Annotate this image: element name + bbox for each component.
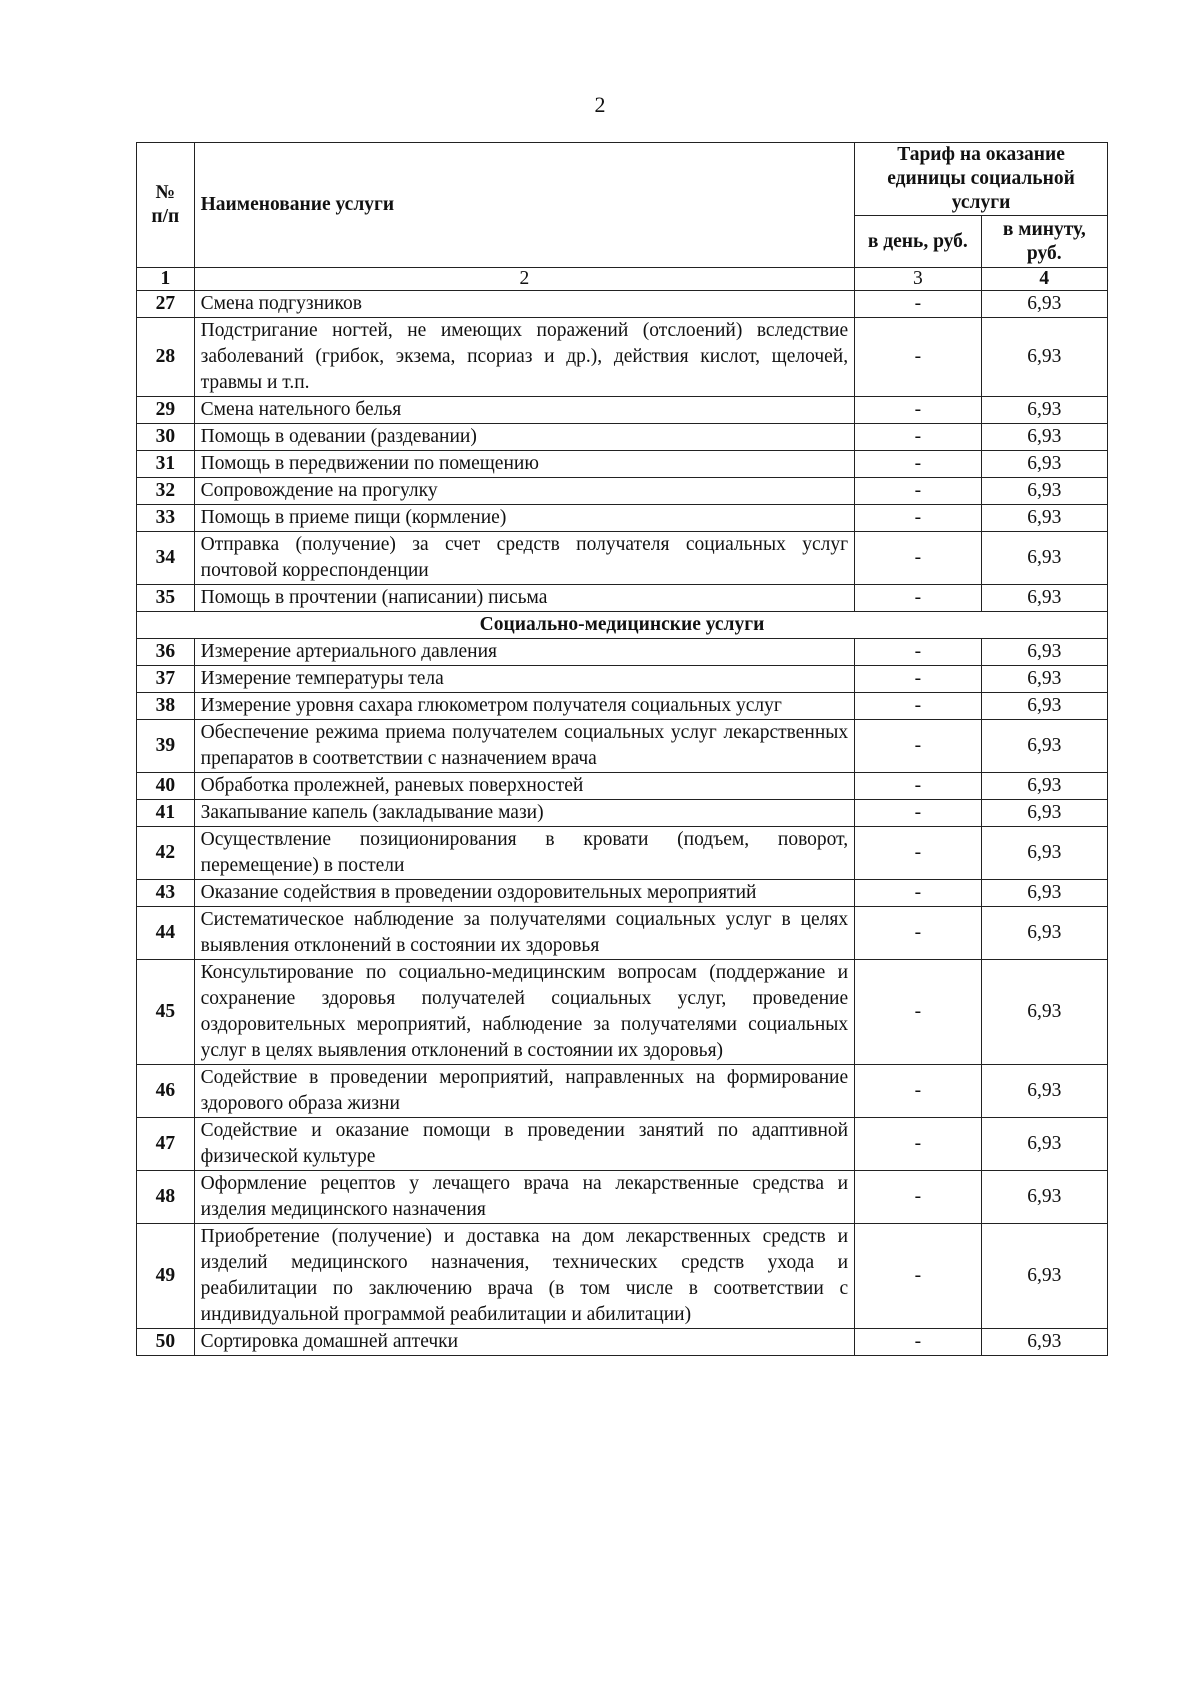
tariff-per-day: - [855,532,981,585]
tariff-per-day: - [855,478,981,505]
service-name: Обработка пролежней, раневых поверхностей [194,773,854,800]
section-social-medical [137,612,1108,639]
row-number: 42 [137,827,195,880]
tariff-per-day: - [855,585,981,612]
row-number: 34 [137,532,195,585]
row-number: 31 [137,451,195,478]
column-index: 2 [194,268,854,291]
tariff-per-minute: 6,93 [981,1065,1107,1118]
tariff-per-day: - [855,666,981,693]
table-row [137,585,1108,612]
service-name: Сортировка домашней аптечки [194,1329,854,1356]
service-name: Оформление рецептов у лечащего врача на лекарственные средства и изделия медицинского назначения [194,1171,854,1224]
table-row [137,827,1108,880]
tariff-per-day: - [855,773,981,800]
tariff-per-day: - [855,720,981,773]
tariff-per-minute: 6,93 [981,639,1107,666]
tariff-per-day: - [855,827,981,880]
table-row [137,532,1108,585]
row-number: 39 [137,720,195,773]
table-row [137,880,1108,907]
table-row [137,478,1108,505]
table-row [137,693,1108,720]
tariff-per-day: - [855,960,981,1065]
service-name: Подстригание ногтей, не имеющих поражений (отслоений) вследствие заболеваний (грибок, экзема, псориаз и др.), действия кислот, щелочей, травмы и т.п. [194,318,854,397]
table-row [137,291,1108,318]
table-header [137,143,1108,291]
tariff-per-minute: 6,93 [981,451,1107,478]
table-row [137,451,1108,478]
tariff-per-day: - [855,907,981,960]
tariff-per-day: - [855,639,981,666]
row-number: 37 [137,666,195,693]
row-number: 44 [137,907,195,960]
header-per-day: в день, руб. [855,216,981,268]
column-index: 1 [137,268,195,291]
tariff-per-day: - [855,1329,981,1356]
service-name: Смена подгузников [194,291,854,318]
tariff-per-minute: 6,93 [981,827,1107,880]
tariff-per-minute: 6,93 [981,291,1107,318]
tariff-per-minute: 6,93 [981,424,1107,451]
service-name: Измерение уровня сахара глюкометром получателя социальных услуг [194,693,854,720]
header-num: № п/п [137,143,195,268]
tariff-per-day: - [855,800,981,827]
row-number: 50 [137,1329,195,1356]
tariff-per-minute: 6,93 [981,585,1107,612]
service-name: Измерение артериального давления [194,639,854,666]
service-rows-personal [137,291,1108,612]
tariff-per-day: - [855,1224,981,1329]
service-name: Помощь в передвижении по помещению [194,451,854,478]
tariff-per-minute: 6,93 [981,693,1107,720]
tariff-per-minute: 6,93 [981,532,1107,585]
tariff-per-minute: 6,93 [981,907,1107,960]
service-name: Оказание содействия в проведении оздоровительных мероприятий [194,880,854,907]
service-name: Консультирование по социально-медицинским вопросам (поддержание и сохранение здоровья получателей социальных услуг, проведение оздоровительных мероприятий, наблюдение за получателями социальных услуг в целях выявления отклонений в состоянии их здоровья) [194,960,854,1065]
table-row [137,424,1108,451]
tariff-per-minute: 6,93 [981,1329,1107,1356]
header-name: Наименование услуги [194,143,854,268]
row-number: 32 [137,478,195,505]
tariff-per-day: - [855,318,981,397]
tariff-per-day: - [855,291,981,318]
row-number: 46 [137,1065,195,1118]
table-row [137,907,1108,960]
row-number: 40 [137,773,195,800]
service-rows-medical [137,639,1108,1356]
row-number: 28 [137,318,195,397]
tariff-per-minute: 6,93 [981,800,1107,827]
service-name: Обеспечение режима приема получателем социальных услуг лекарственных препаратов в соответствии с назначением врача [194,720,854,773]
row-number: 35 [137,585,195,612]
service-name: Помощь в прочтении (написании) письма [194,585,854,612]
service-name: Систематическое наблюдение за получателями социальных услуг в целях выявления отклонений в состоянии их здоровья [194,907,854,960]
table-row [137,505,1108,532]
row-number: 29 [137,397,195,424]
tariff-per-day: - [855,1065,981,1118]
table-row [137,773,1108,800]
row-number: 49 [137,1224,195,1329]
tariff-per-minute: 6,93 [981,720,1107,773]
row-number: 30 [137,424,195,451]
section-row [137,612,1108,639]
tariff-per-minute: 6,93 [981,960,1107,1065]
tariff-per-day: - [855,1171,981,1224]
service-name: Помощь в одевании (раздевании) [194,424,854,451]
tariff-per-minute: 6,93 [981,318,1107,397]
header-per-minute: в минуту, руб. [981,216,1107,268]
column-index: 3 [855,268,981,291]
row-number: 27 [137,291,195,318]
column-index-row [137,268,1108,291]
row-number: 38 [137,693,195,720]
row-number: 45 [137,960,195,1065]
table-row [137,1171,1108,1224]
tariff-per-day: - [855,451,981,478]
service-name: Приобретение (получение) и доставка на дом лекарственных средств и изделий медицинского назначения, технических средств ухода и реабилитации по заключению врача (в том числе в соответствии с индивидуальной программой реабилитации и абилитации) [194,1224,854,1329]
tariff-per-day: - [855,880,981,907]
service-name: Помощь в приеме пищи (кормление) [194,505,854,532]
section-title: Социально-медицинские услуги [137,612,1108,639]
service-name: Закапывание капель (закладывание мази) [194,800,854,827]
table-row [137,1118,1108,1171]
service-name: Содействие в проведении мероприятий, направленных на формирование здорового образа жизни [194,1065,854,1118]
service-name: Измерение температуры тела [194,666,854,693]
service-name: Отправка (получение) за счет средств получателя социальных услуг почтовой корреспонденции [194,532,854,585]
tariff-table [136,142,1108,1356]
tariff-per-day: - [855,397,981,424]
table-row [137,960,1108,1065]
tariff-per-minute: 6,93 [981,773,1107,800]
tariff-per-minute: 6,93 [981,478,1107,505]
row-number: 43 [137,880,195,907]
tariff-per-minute: 6,93 [981,1224,1107,1329]
tariff-per-day: - [855,1118,981,1171]
row-number: 33 [137,505,195,532]
tariff-per-minute: 6,93 [981,880,1107,907]
table-row [137,720,1108,773]
table-row [137,639,1108,666]
column-index: 4 [981,268,1107,291]
row-number: 41 [137,800,195,827]
row-number: 48 [137,1171,195,1224]
table-row [137,397,1108,424]
tariff-per-day: - [855,505,981,532]
table-row [137,666,1108,693]
tariff-per-minute: 6,93 [981,505,1107,532]
service-name: Содействие и оказание помощи в проведении занятий по адаптивной физической культуре [194,1118,854,1171]
tariff-per-minute: 6,93 [981,666,1107,693]
header-tariff: Тариф на оказание единицы социальной услуги [855,143,1108,216]
tariff-per-day: - [855,693,981,720]
service-name: Осуществление позиционирования в кровати (подъем, поворот, перемещение) в постели [194,827,854,880]
tariff-per-minute: 6,93 [981,1171,1107,1224]
table-row [137,1224,1108,1329]
service-name: Смена нательного белья [194,397,854,424]
service-name: Сопровождение на прогулку [194,478,854,505]
table-row [137,1329,1108,1356]
row-number: 36 [137,639,195,666]
page-number: 2 [594,92,606,117]
tariff-per-day: - [855,424,981,451]
tariff-per-minute: 6,93 [981,397,1107,424]
tariff-per-minute: 6,93 [981,1118,1107,1171]
table-row [137,1065,1108,1118]
row-number: 47 [137,1118,195,1171]
table-row [137,318,1108,397]
table-row [137,800,1108,827]
